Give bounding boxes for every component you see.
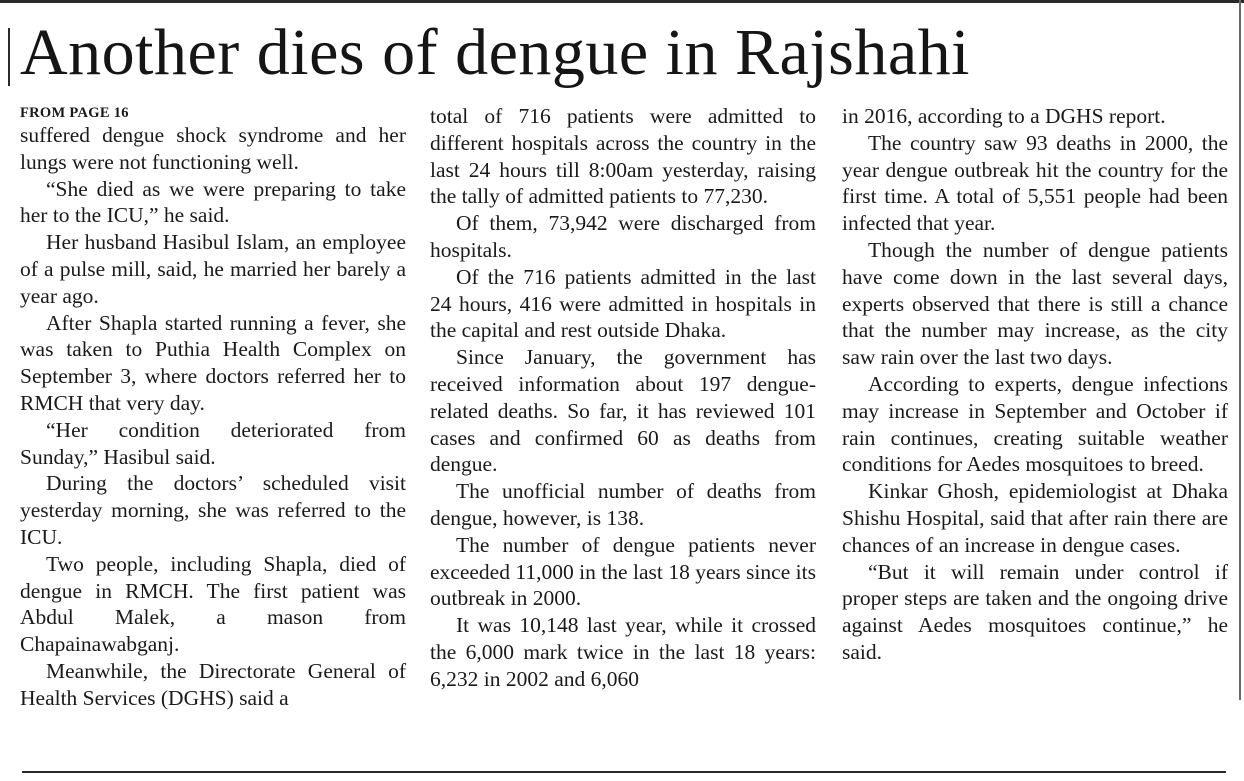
paragraph: “She died as we were preparing to take her to the ICU,” he said. <box>20 176 406 228</box>
paragraph: total of 716 patients were admitted to different hospitals across the country in the last 24 hours till 8:00am yesterday, raising the tally of admitted patients to 77,230. <box>430 104 816 209</box>
paragraph: Since January, the government has received information about 197 dengue-related deaths. So far, it has reviewed 101 cases and confirmed 60 as deaths from dengue. <box>430 345 816 477</box>
paragraph: in 2016, according to a DGHS report. <box>842 104 1166 128</box>
paragraph: Of the 716 patients admitted in the last 24 hours, 416 were admitted in hospitals in the capital and rest outside Dhaka. <box>430 264 816 343</box>
paragraph: suffered dengue shock syndrome and her lungs were not functioning well. <box>20 123 406 174</box>
paragraph: Two people, including Shapla, died of dengue in RMCH. The first patient was Abdul Malek, a mason from Chapainawabganj. <box>20 551 406 657</box>
column-1 <box>20 105 406 712</box>
paragraph: After Shapla started running a fever, she was taken to Puthia Health Complex on September 3, where doctors referred her to RMCH that very day. <box>20 310 406 415</box>
paragraph: Her husband Hasibul Islam, an employee of a pulse mill, said, he married her barely a year ago. <box>20 230 406 308</box>
column-2 <box>430 103 816 693</box>
paragraph: During the doctors’ scheduled visit yesterday morning, she was referred to the ICU. <box>20 471 406 549</box>
paragraph: The unofficial number of deaths from dengue, however, is 138. <box>430 479 816 530</box>
headline: Another dies of dengue in Rajshahi <box>20 16 970 89</box>
top-border-rule <box>0 0 1244 3</box>
right-border-rule <box>1239 0 1241 700</box>
paragraph: Kinkar Ghosh, epidemiologist at Dhaka Shishu Hospital, said that after rain there are chances of an increase in dengue cases. <box>842 479 1228 557</box>
paragraph: According to experts, dengue infections may increase in September and October if rain continues, creating suitable weather conditions for Aedes mosquitoes to breed. <box>842 371 1228 477</box>
paragraph: Meanwhile, the Directorate General of Health Services (DGHS) said a <box>20 658 406 710</box>
paragraph: The number of dengue patients never exceeded 11,000 in the last 18 years since its outbreak in 2000. <box>430 532 816 611</box>
continued-from-label: FROM PAGE 16 <box>20 105 129 121</box>
paragraph: The country saw 93 deaths in 2000, the year dengue outbreak hit the country for the first time. A total of 5,551 people had been infected that year. <box>842 130 1228 236</box>
paragraph: “Her condition deteriorated from Sunday,” Hasibul said. <box>20 417 406 469</box>
paragraph: It was 10,148 last year, while it crossed the 6,000 mark twice in the last 18 years: 6,232 in 2002 and 6,060 <box>430 613 816 691</box>
paragraph: Of them, 73,942 were discharged from hospitals. <box>430 211 816 262</box>
headline-left-bar <box>8 28 10 86</box>
paragraph: “But it will remain under control if proper steps are taken and the ongoing drive against Aedes mosquitoes continue,” he said. <box>842 559 1228 664</box>
column-3 <box>842 103 1228 666</box>
bottom-rule <box>22 771 1226 773</box>
paragraph: Though the number of dengue patients have come down in the last several days, experts observed that there is still a chance that the number may increase, as the city saw rain over the last two days. <box>842 237 1228 370</box>
